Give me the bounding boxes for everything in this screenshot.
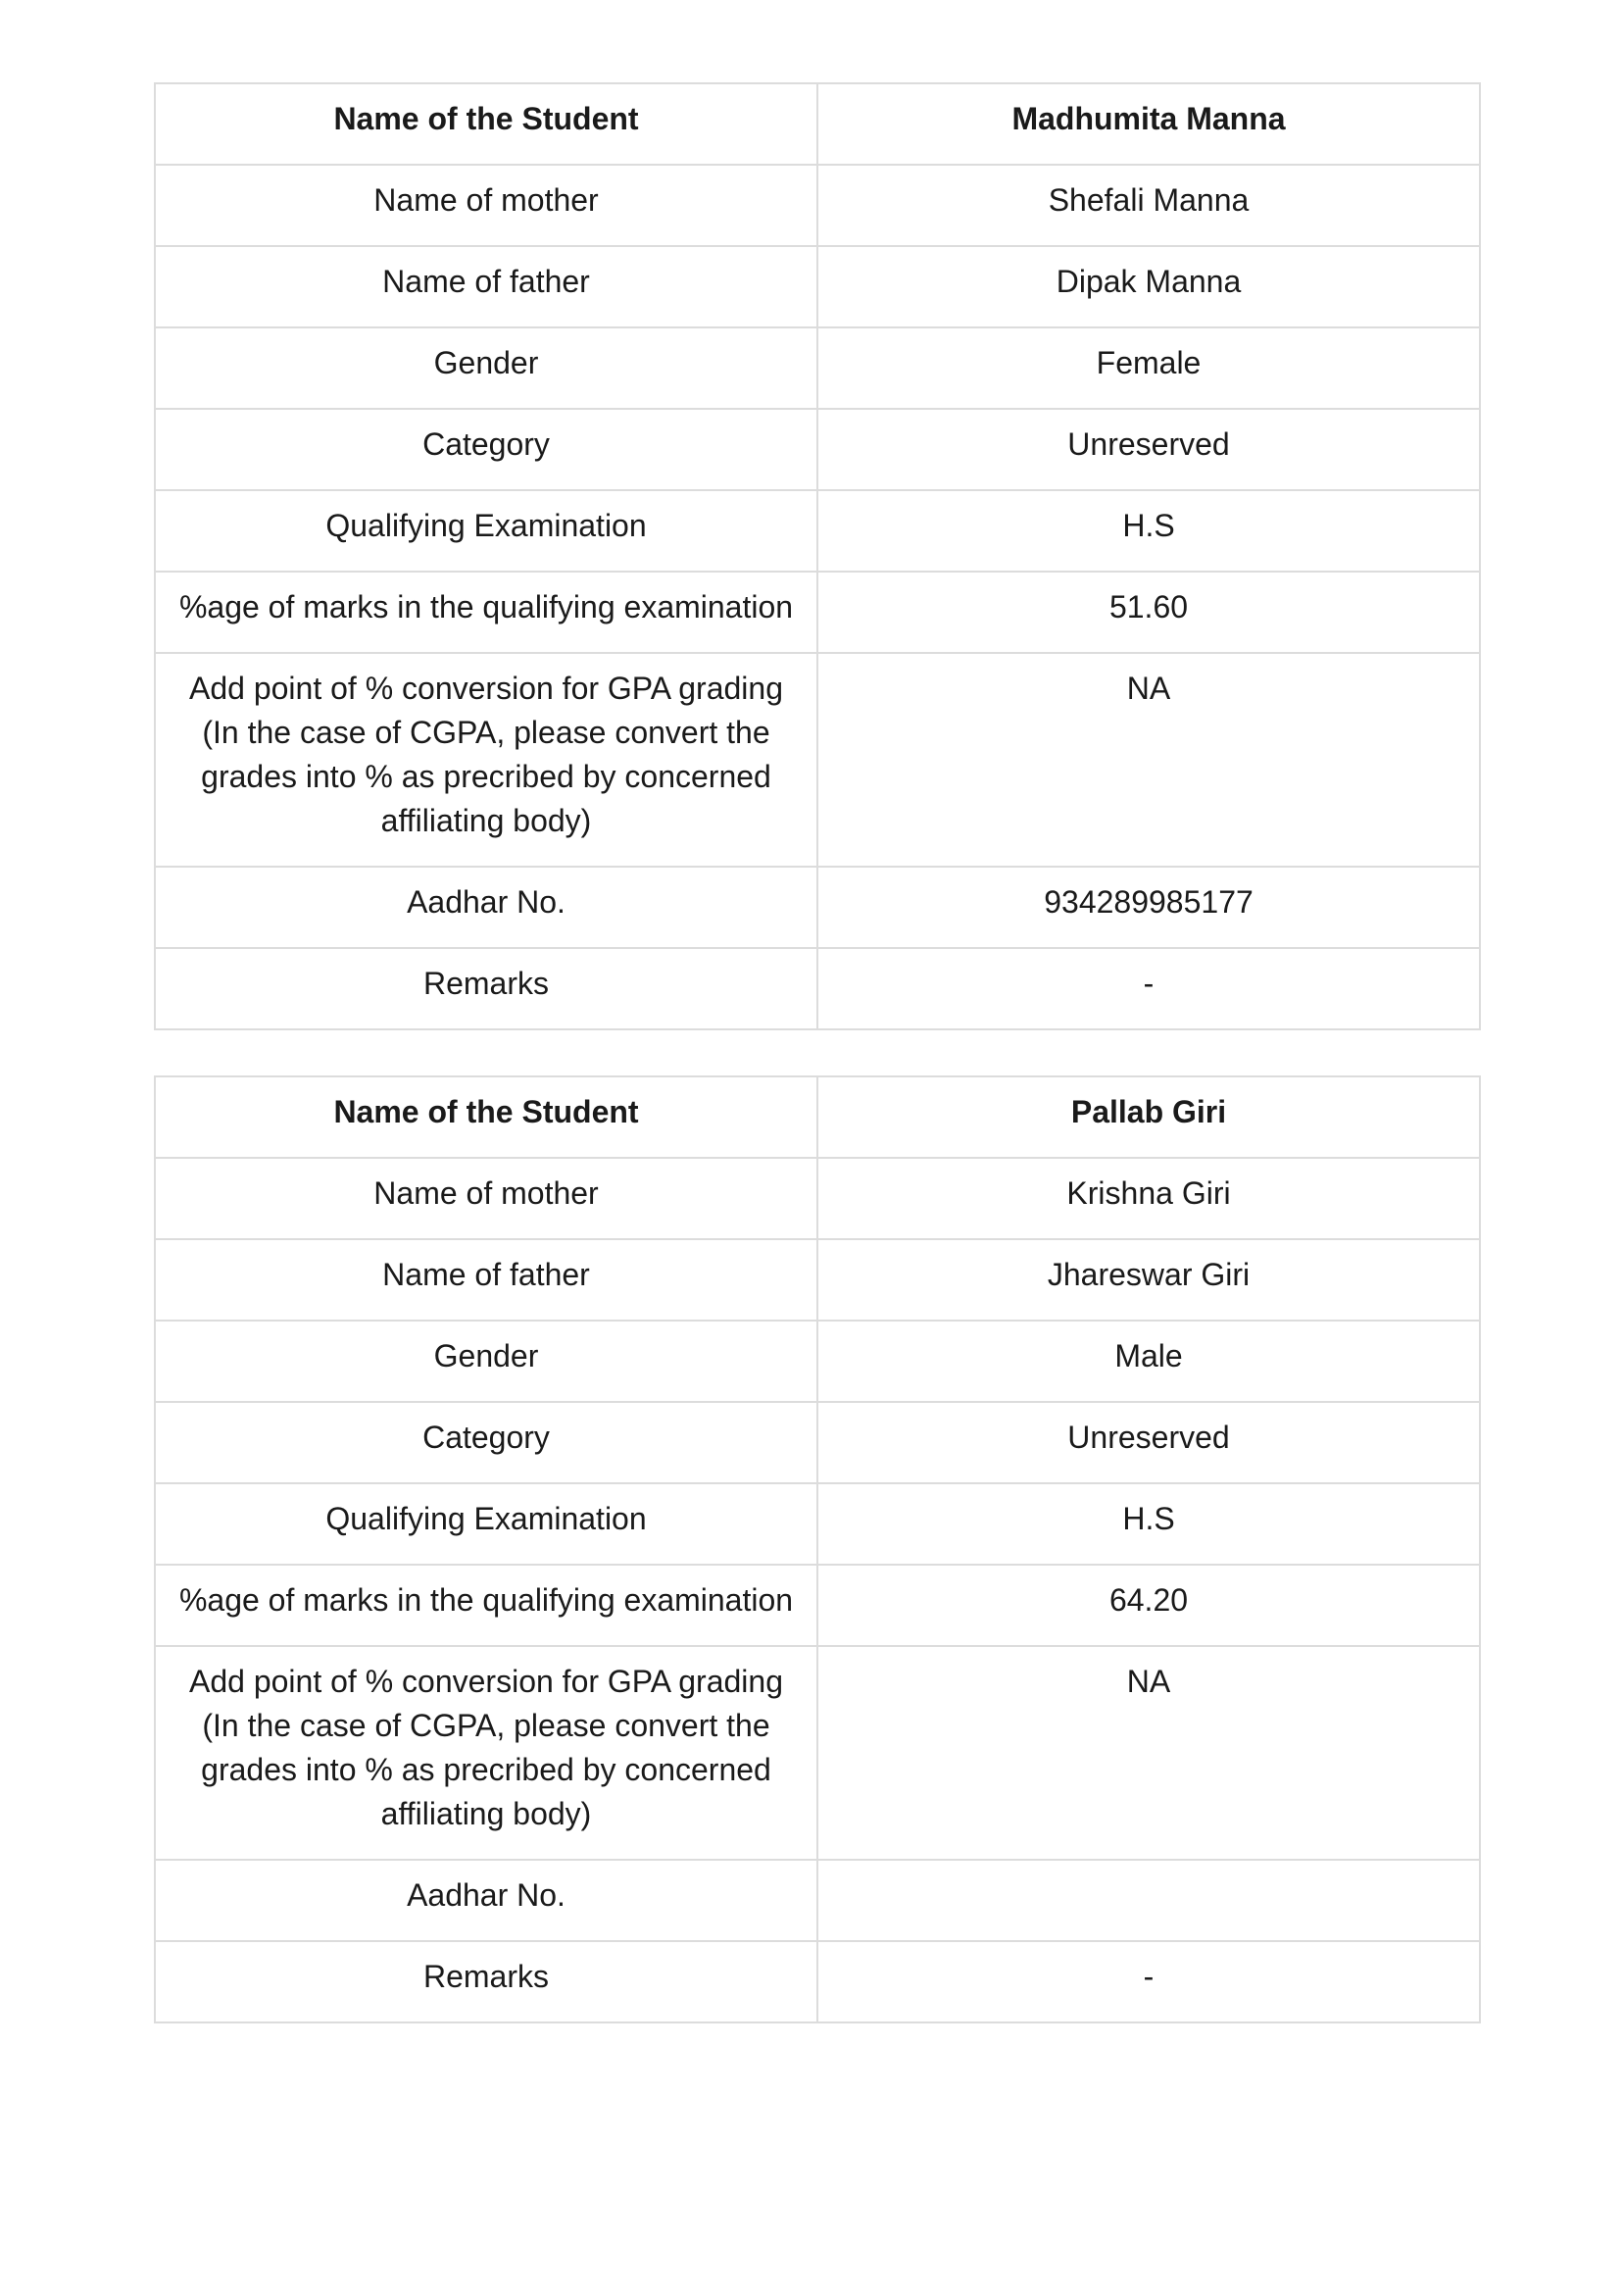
field-value: 64.20 bbox=[817, 1565, 1480, 1646]
field-label: Aadhar No. bbox=[155, 867, 817, 948]
document-page bbox=[154, 82, 1479, 2069]
aadhar-row bbox=[155, 1860, 1480, 1941]
mother-row bbox=[155, 165, 1480, 246]
gender-row bbox=[155, 1321, 1480, 1402]
remarks-row bbox=[155, 948, 1480, 1029]
field-value: NA bbox=[817, 653, 1480, 867]
field-label: Add point of % conversion for GPA grading (In the case of CGPA, please convert the grades into % as precribed by concerned affiliating body) bbox=[155, 1646, 817, 1860]
field-value: NA bbox=[817, 1646, 1480, 1860]
field-value: H.S bbox=[817, 490, 1480, 572]
field-label: Category bbox=[155, 1402, 817, 1483]
gpa-conversion-row bbox=[155, 653, 1480, 867]
field-label: Category bbox=[155, 409, 817, 490]
field-value: Unreserved bbox=[817, 1402, 1480, 1483]
qualifying-exam-row bbox=[155, 490, 1480, 572]
student-name-label: Name of the Student bbox=[155, 83, 817, 165]
student-name-value: Pallab Giri bbox=[817, 1076, 1480, 1158]
field-value: Unreserved bbox=[817, 409, 1480, 490]
field-label: %age of marks in the qualifying examination bbox=[155, 572, 817, 653]
father-row bbox=[155, 1239, 1480, 1321]
field-value: Krishna Giri bbox=[817, 1158, 1480, 1239]
father-row bbox=[155, 246, 1480, 327]
field-value: Dipak Manna bbox=[817, 246, 1480, 327]
field-label: Add point of % conversion for GPA grading (In the case of CGPA, please convert the grades into % as precribed by concerned affiliating body) bbox=[155, 653, 817, 867]
marks-percentage-row bbox=[155, 572, 1480, 653]
category-row bbox=[155, 1402, 1480, 1483]
student-table bbox=[154, 1075, 1481, 2023]
gender-row bbox=[155, 327, 1480, 409]
field-label: Remarks bbox=[155, 948, 817, 1029]
field-value: Male bbox=[817, 1321, 1480, 1402]
mother-row bbox=[155, 1158, 1480, 1239]
field-label: Gender bbox=[155, 327, 817, 409]
field-label: Name of father bbox=[155, 1239, 817, 1321]
field-label: Name of mother bbox=[155, 165, 817, 246]
field-value: Shefali Manna bbox=[817, 165, 1480, 246]
field-value: Female bbox=[817, 327, 1480, 409]
field-label: Aadhar No. bbox=[155, 1860, 817, 1941]
student-name-row bbox=[155, 1076, 1480, 1158]
student-name-label: Name of the Student bbox=[155, 1076, 817, 1158]
field-label: Gender bbox=[155, 1321, 817, 1402]
field-value: H.S bbox=[817, 1483, 1480, 1565]
field-label: Qualifying Examination bbox=[155, 490, 817, 572]
student-table bbox=[154, 82, 1481, 1030]
field-value: - bbox=[817, 948, 1480, 1029]
remarks-row bbox=[155, 1941, 1480, 2022]
student-name-value: Madhumita Manna bbox=[817, 83, 1480, 165]
field-label: Name of father bbox=[155, 246, 817, 327]
marks-percentage-row bbox=[155, 1565, 1480, 1646]
student-name-row bbox=[155, 83, 1480, 165]
field-label: Name of mother bbox=[155, 1158, 817, 1239]
field-label: %age of marks in the qualifying examination bbox=[155, 1565, 817, 1646]
field-label: Remarks bbox=[155, 1941, 817, 2022]
field-value: Jhareswar Giri bbox=[817, 1239, 1480, 1321]
category-row bbox=[155, 409, 1480, 490]
field-value: 51.60 bbox=[817, 572, 1480, 653]
gpa-conversion-row bbox=[155, 1646, 1480, 1860]
aadhar-row bbox=[155, 867, 1480, 948]
field-value bbox=[817, 1860, 1480, 1941]
qualifying-exam-row bbox=[155, 1483, 1480, 1565]
field-value: - bbox=[817, 1941, 1480, 2022]
field-label: Qualifying Examination bbox=[155, 1483, 817, 1565]
field-value: 934289985177 bbox=[817, 867, 1480, 948]
